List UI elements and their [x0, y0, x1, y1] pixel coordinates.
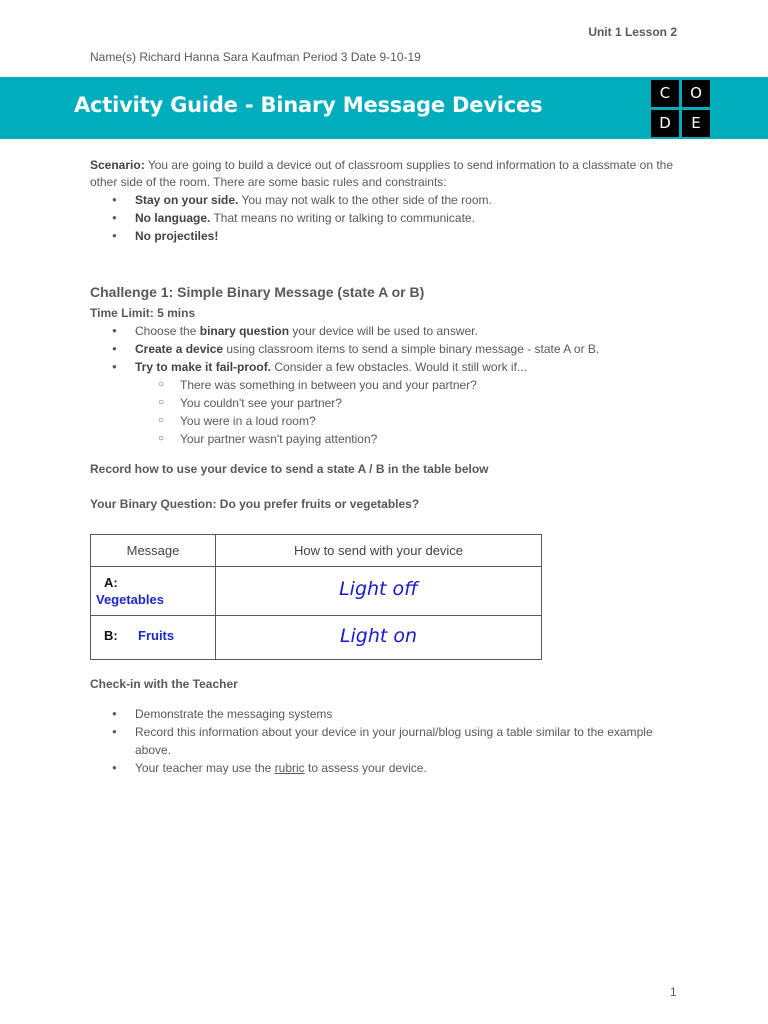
- list-item: ○ You couldn't see your partner?: [90, 394, 690, 412]
- steps-list: [90, 322, 690, 376]
- list-item: [90, 759, 690, 777]
- scenario-text: You are going to build a device out of classroom supplies to send information to a classmate on the other side of the room. There are some basic rules and constraints:: [90, 158, 674, 189]
- logo-letter: D: [651, 110, 679, 137]
- method-cell: [216, 567, 542, 616]
- step-text: Consider a few obstacles. Would it still work if...: [274, 360, 527, 374]
- handwritten-method: Light on: [339, 625, 418, 647]
- message-cell: [91, 567, 216, 616]
- challenge-heading: Challenge 1: Simple Binary Message (state A or B): [90, 284, 425, 300]
- time-limit: Time Limit: 5 mins: [90, 306, 196, 320]
- list-item: ○ You were in a loud room?: [90, 412, 690, 430]
- step-text: your device will be used to answer.: [292, 324, 478, 338]
- list-item: ○ Your partner wasn't paying attention?: [90, 430, 690, 448]
- state-value: Fruits: [138, 628, 175, 643]
- names-period-date-line: Name(s) Richard Hanna Sara Kaufman Period 3 Date 9-10-19: [90, 50, 421, 64]
- rule-bold: No language.: [135, 211, 211, 225]
- state-label: A:: [104, 575, 118, 590]
- column-header: Message: [91, 535, 216, 567]
- step-text: using classroom items to send a simple binary message - state A or B.: [226, 342, 600, 356]
- list-item: [90, 322, 690, 340]
- rule-text: You may not walk to the other side of the room.: [241, 193, 492, 207]
- step-bold: binary question: [199, 324, 290, 338]
- message-cell: [91, 616, 216, 660]
- rule-text: That means no writing or talking to communicate.: [213, 211, 475, 225]
- list-item: ● Record this information about your device in your journal/blog using a table similar to the example above.: [90, 723, 690, 759]
- step-bold: Create a device: [135, 342, 224, 356]
- state-value: Vegetables: [96, 592, 164, 607]
- scenario-label: Scenario:: [90, 158, 145, 172]
- rubric-link[interactable]: rubric: [274, 761, 305, 775]
- step-text: Choose the: [135, 324, 197, 338]
- list-item: [90, 340, 690, 358]
- list-item: [90, 227, 690, 245]
- checkin-heading: Check-in with the Teacher: [90, 677, 238, 691]
- list-item: [90, 209, 690, 227]
- checkin-text: to assess your device.: [308, 761, 427, 775]
- logo-letter: C: [651, 80, 679, 107]
- scenario-section: [90, 157, 690, 245]
- column-header: How to send with your device: [216, 535, 542, 567]
- challenge-steps: [90, 322, 690, 448]
- handwritten-method: Light off: [339, 578, 418, 600]
- unit-lesson-label: Unit 1 Lesson 2: [588, 25, 677, 39]
- table-row: [91, 616, 542, 660]
- scenario-paragraph: [90, 157, 690, 191]
- checkin-list: [90, 705, 690, 777]
- method-cell: [216, 616, 542, 660]
- checkin-text: Your teacher may use the: [135, 761, 272, 775]
- list-item: ● Demonstrate the messaging systems: [90, 705, 690, 723]
- record-instruction: Record how to use your device to send a state A / B in the table below: [90, 462, 489, 476]
- checkin-section: [90, 705, 690, 777]
- state-label: B:: [104, 628, 118, 643]
- rule-bold: Stay on your side.: [135, 193, 239, 207]
- list-item: ○ There was something in between you and your partner?: [90, 376, 690, 394]
- logo-letter: O: [682, 80, 710, 107]
- step-bold: Try to make it fail-proof.: [135, 360, 272, 374]
- message-table: [90, 534, 542, 660]
- page-title: Activity Guide - Binary Message Devices: [74, 93, 543, 117]
- table-row: [91, 567, 542, 616]
- logo-letter: E: [682, 110, 710, 137]
- code-logo: [651, 80, 710, 136]
- list-item: [90, 358, 690, 376]
- title-banner: [0, 77, 768, 139]
- rules-list: [90, 191, 690, 245]
- binary-question: Your Binary Question: Do you prefer fruits or vegetables?: [90, 497, 420, 511]
- page-number: 1: [670, 985, 677, 999]
- list-item: [90, 191, 690, 209]
- obstacles-list: [90, 376, 690, 448]
- table-header-row: [91, 535, 542, 567]
- rule-bold: No projectiles!: [135, 229, 219, 243]
